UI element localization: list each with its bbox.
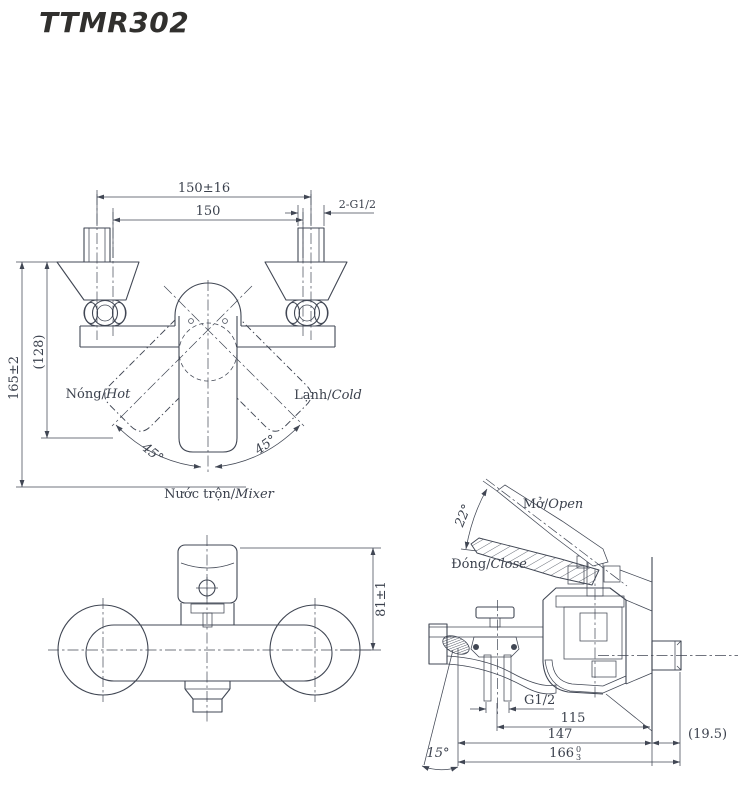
plan-view-dimensions: [240, 548, 389, 650]
dim-height-ref: (128): [32, 334, 47, 370]
side-view-dimensions: [458, 672, 727, 766]
angle-lever-label: 22°: [452, 502, 476, 530]
side-view-spout-angle: [422, 648, 458, 770]
thread-label-outlet: G1/2: [524, 693, 556, 708]
dim-span: 150: [195, 204, 221, 219]
dim-166-tol-upper: 0: [576, 745, 582, 754]
thread-label-inlets: 2-G1/2: [338, 198, 376, 211]
front-view: [7, 181, 376, 502]
plan-view: [48, 535, 389, 722]
dim-height: 165±2: [7, 356, 22, 400]
angle-right-label: 45°: [252, 432, 280, 459]
angle-spout-label: 15°: [426, 746, 450, 761]
open-label: Mở/Open: [522, 497, 584, 512]
side-view-outlet: [598, 557, 738, 742]
inlet-seal: [440, 632, 472, 658]
side-view-diverter: [471, 600, 519, 716]
dim-166: 166: [549, 746, 574, 761]
dim-166-tol-lower: 3: [576, 753, 582, 762]
page-title: TTMR302: [39, 6, 190, 39]
mixer-label: Nước trộn/Mixer: [164, 487, 274, 502]
dim-span-adjust: 150±16: [177, 181, 231, 196]
dim-depth: 81±1: [374, 581, 389, 617]
dim-147: 147: [547, 727, 573, 742]
cold-label: Lạnh/Cold: [294, 388, 362, 403]
close-label: Đóng/Close: [451, 557, 527, 572]
front-view-supply-pipes: [84, 228, 324, 262]
dim-stub: (19.5): [688, 727, 728, 742]
angle-left-label: 45°: [138, 440, 166, 467]
dim-115: 115: [560, 711, 586, 726]
hot-label: Nóng/Hot: [65, 387, 131, 402]
side-view: [422, 479, 738, 770]
